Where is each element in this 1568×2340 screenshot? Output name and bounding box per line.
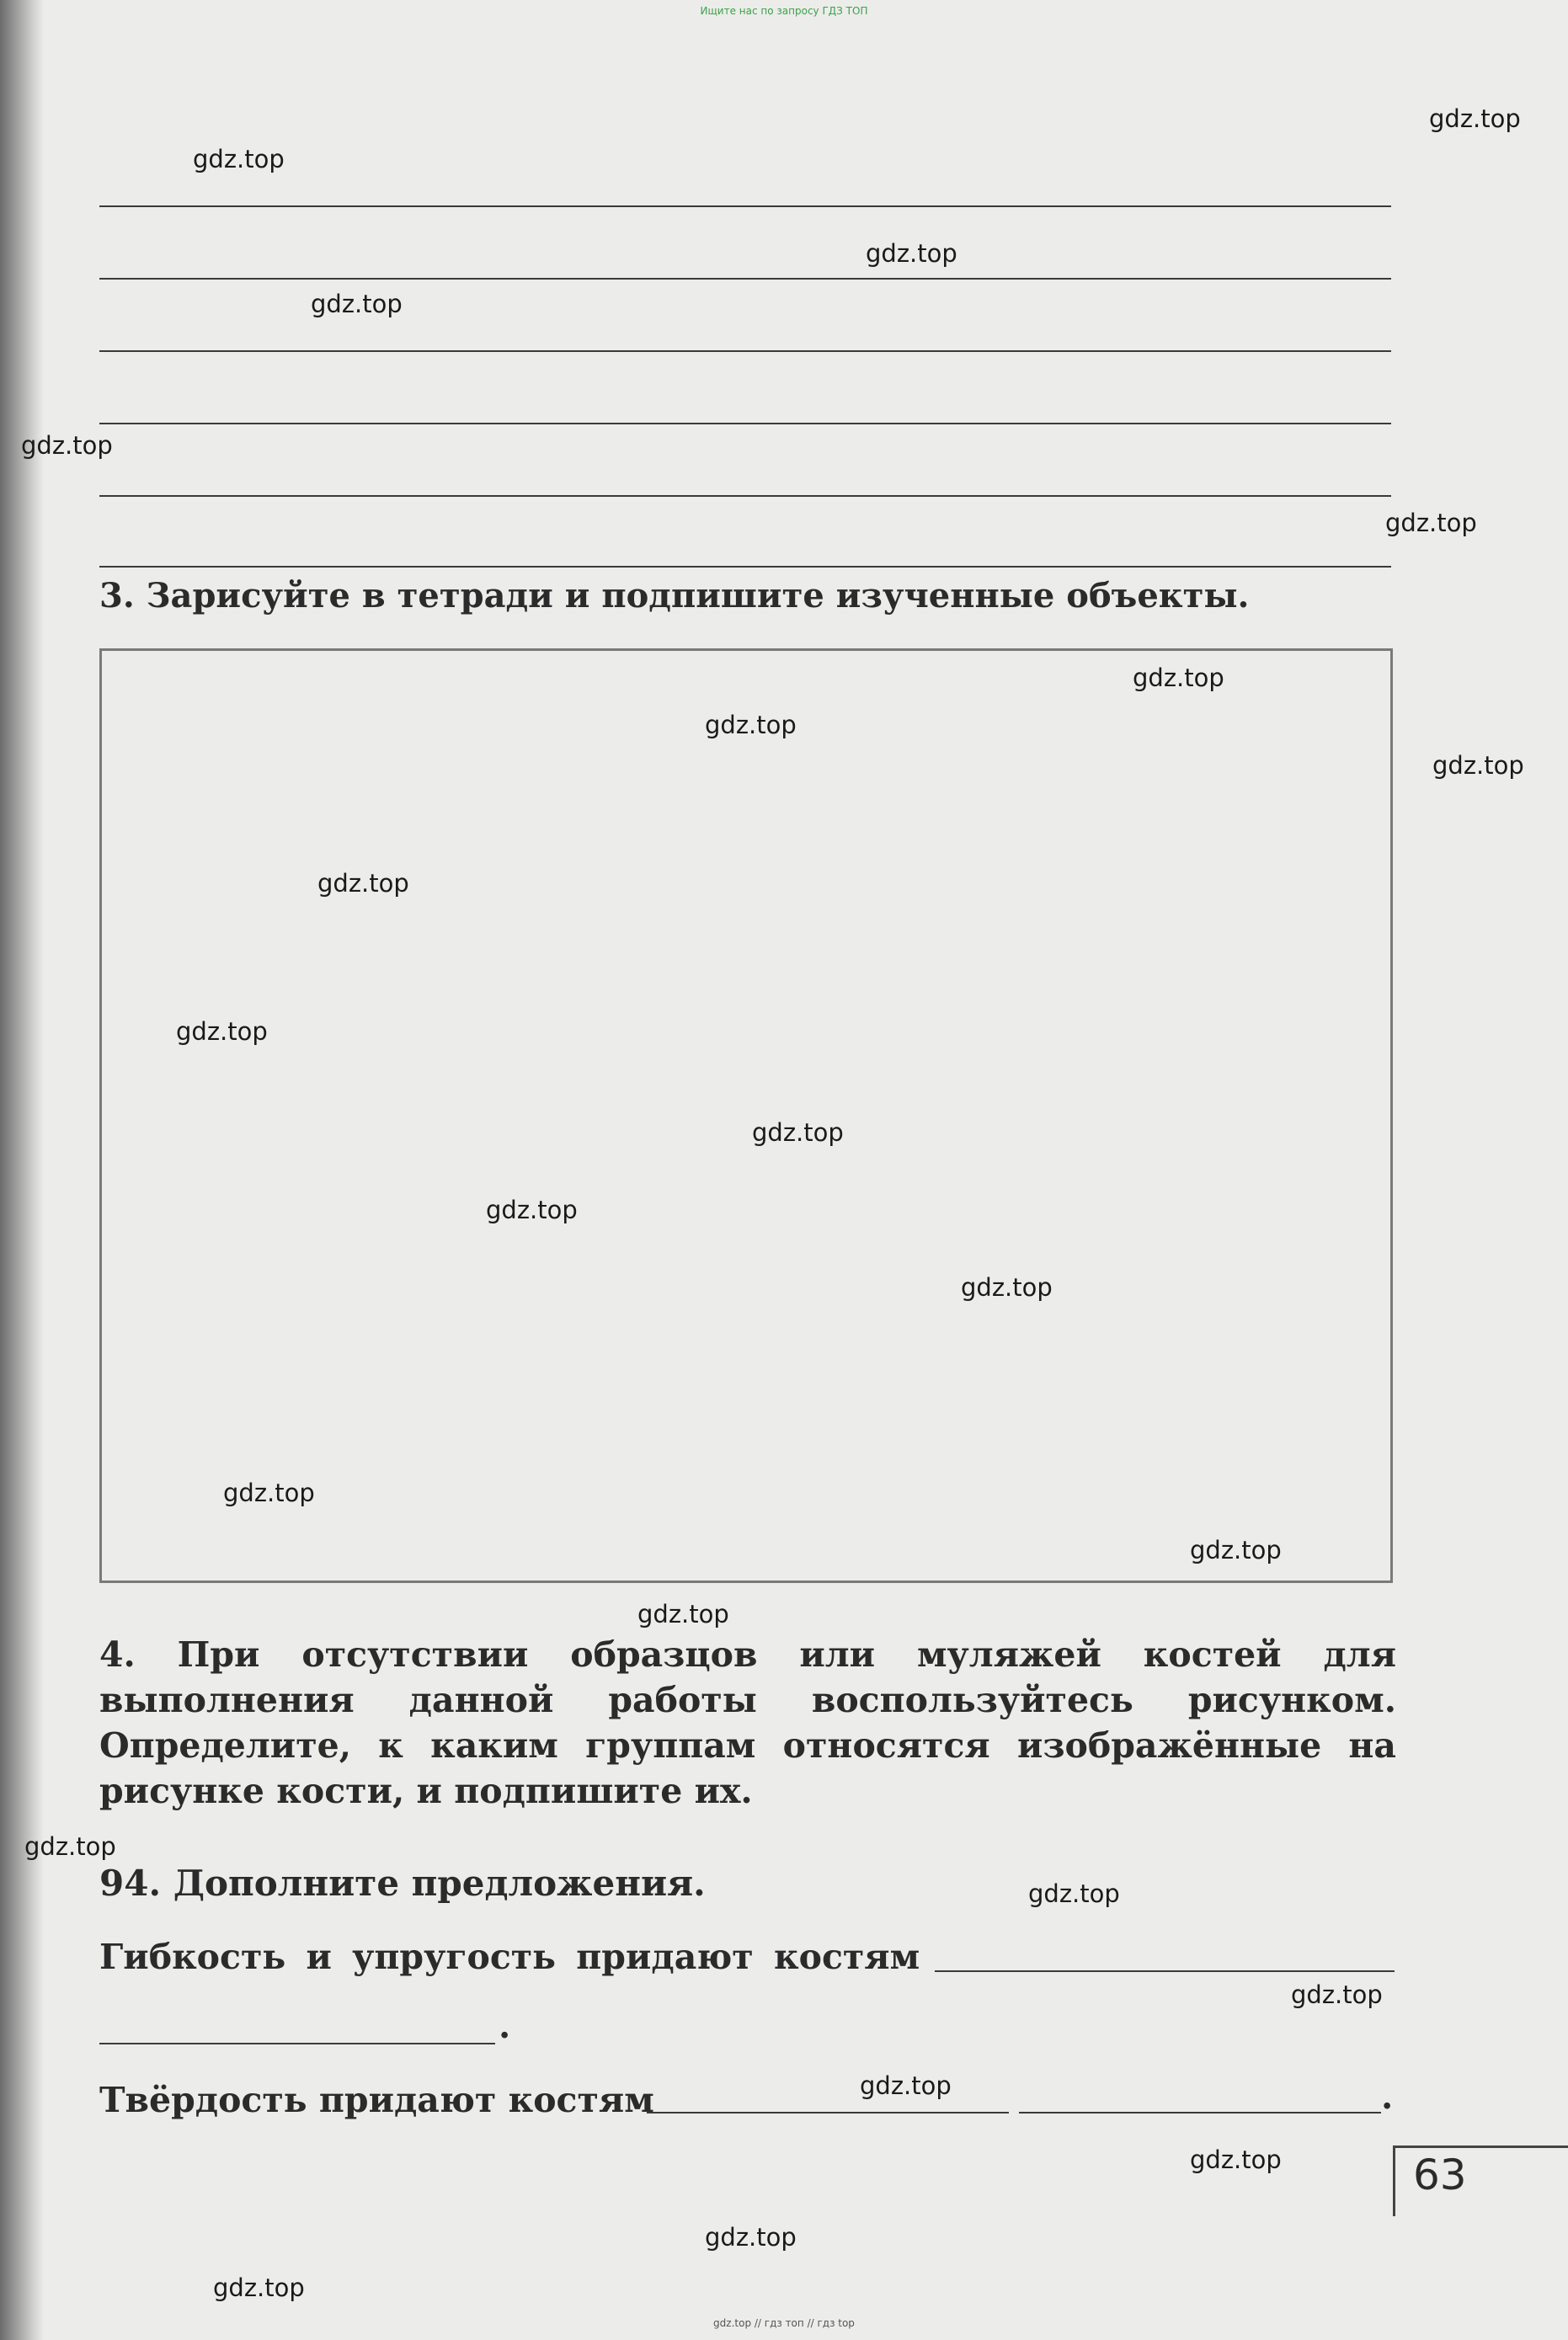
footer-links: gdz.top // гдз топ // гдз top: [713, 2317, 855, 2329]
fill-blank-1b[interactable]: [99, 2043, 495, 2044]
answer-line: [99, 495, 1391, 497]
answer-line: [99, 423, 1391, 424]
book-spine-shadow: [0, 0, 44, 2340]
watermark: gdz.top: [866, 239, 957, 268]
task-3-text: 3. Зарисуйте в тетради и подпишите изученные объекты.: [99, 576, 1250, 616]
exercise-94-title: 94. Дополните предложения.: [99, 1863, 706, 1904]
watermark: gdz.top: [213, 2273, 305, 2302]
sentence-1-text: Гибкость и упругость придают костям: [99, 1937, 920, 1977]
watermark: gdz.top: [1432, 751, 1524, 780]
watermark: gdz.top: [317, 869, 409, 898]
watermark: gdz.top: [1291, 1980, 1383, 2009]
watermark: gdz.top: [21, 431, 113, 460]
sentence-2-period: .: [1381, 2076, 1394, 2117]
watermark: gdz.top: [1190, 1536, 1282, 1564]
watermark: gdz.top: [752, 1118, 844, 1147]
watermark: gdz.top: [486, 1196, 578, 1224]
watermark: gdz.top: [24, 1832, 116, 1861]
answer-line: [99, 205, 1391, 207]
fill-blank-2a[interactable]: [647, 2112, 1009, 2113]
watermark: gdz.top: [1429, 104, 1521, 133]
answer-line: [99, 566, 1391, 568]
watermark: gdz.top: [176, 1017, 268, 1046]
drawing-area[interactable]: [99, 648, 1393, 1583]
watermark: gdz.top: [223, 1479, 315, 1507]
fill-blank-1a[interactable]: [935, 1970, 1395, 1972]
watermark: gdz.top: [705, 711, 797, 739]
task-4-text: 4. При отсутствии образцов или муляжей костей для выполнения данной работы воспользуйтесь рисунком. Определите, к каким группам относятся изображённые на рисунке кости, и подпишите их.: [99, 1634, 1396, 1811]
watermark: gdz.top: [311, 290, 403, 318]
watermark: gdz.top: [637, 1600, 729, 1628]
watermark: gdz.top: [860, 2071, 952, 2100]
page-number: 63: [1413, 2151, 1467, 2199]
watermark: gdz.top: [1385, 509, 1477, 537]
answer-line: [99, 350, 1391, 352]
answer-line: [99, 278, 1391, 280]
fill-blank-2b[interactable]: [1019, 2112, 1381, 2113]
sentence-2-text: Твёрдость придают костям: [99, 2080, 654, 2120]
watermark: gdz.top: [961, 1273, 1053, 1302]
watermark: gdz.top: [1028, 1879, 1120, 1908]
top-banner: Ищите нас по запросу ГДЗ ТОП: [700, 5, 868, 17]
watermark: gdz.top: [1133, 664, 1224, 692]
watermark: gdz.top: [705, 2223, 797, 2252]
watermark: gdz.top: [193, 145, 285, 173]
sentence-1-period: .: [499, 2006, 511, 2046]
watermark: gdz.top: [1190, 2145, 1282, 2174]
